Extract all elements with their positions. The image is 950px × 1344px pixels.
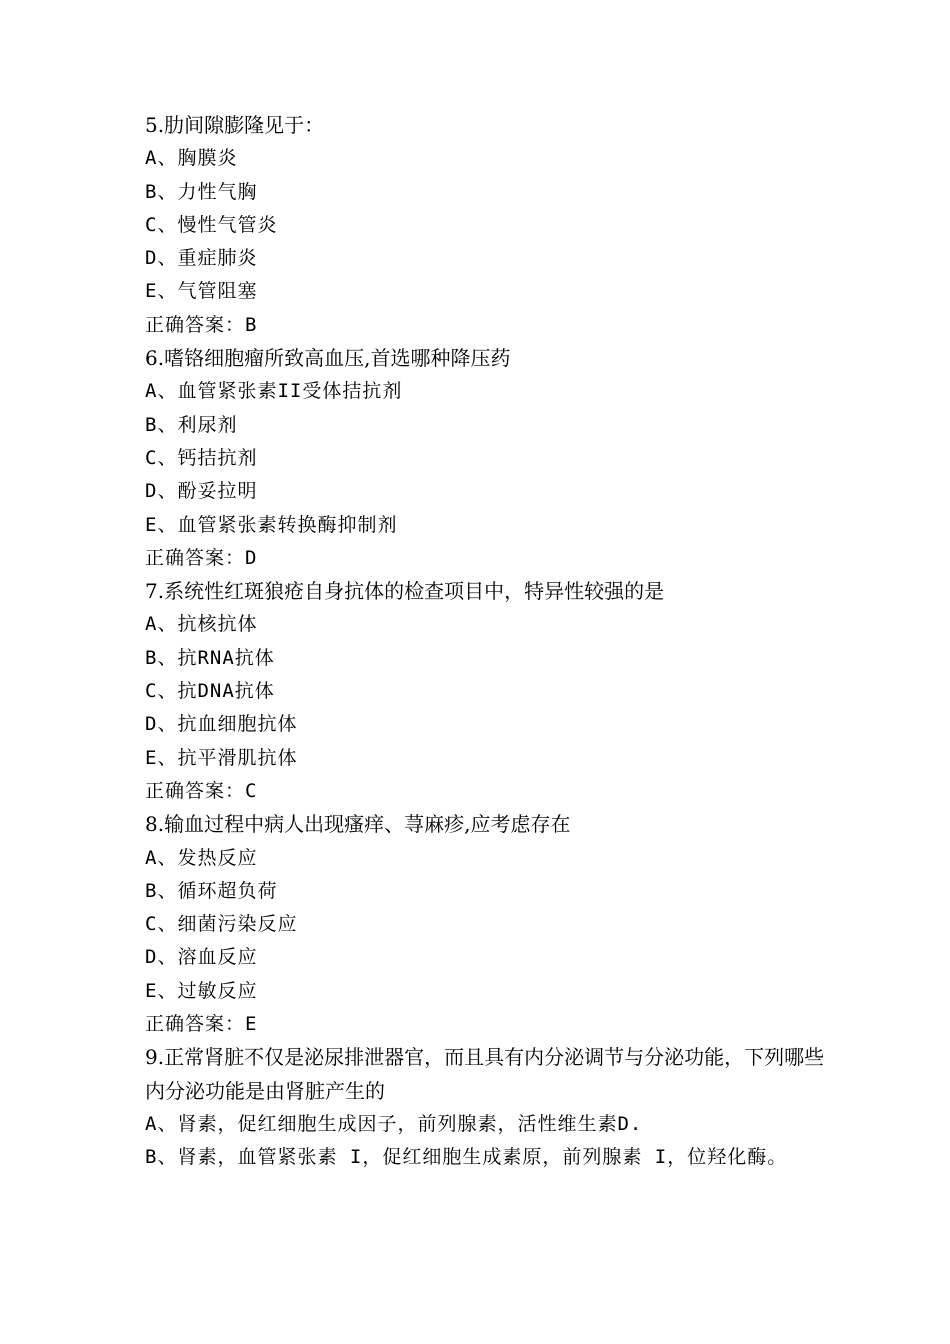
correct-answer: 正确答案：C <box>145 779 258 802</box>
option-a: A、发热反应 <box>145 846 258 869</box>
option-d: D、溶血反应 <box>145 946 258 969</box>
option-d: D、抗血细胞抗体 <box>145 713 298 736</box>
correct-answer: 正确答案：D <box>145 546 258 569</box>
question-stem: 6.嗜铬细胞瘤所致高血压,首选哪种降压药 <box>145 346 511 371</box>
option-b: B、利尿剂 <box>145 413 238 436</box>
option-e: E、抗平滑肌抗体 <box>145 746 298 769</box>
option-b: B、循环超负荷 <box>145 879 278 902</box>
option-e: E、血管紧张素转换酶抑制剂 <box>145 513 398 536</box>
option-a: A、血管紧张素II受体拮抗剂 <box>145 380 403 403</box>
option-c: C、钙拮抗剂 <box>145 446 258 469</box>
correct-answer: 正确答案：B <box>145 313 258 336</box>
option-c: C、慢性气管炎 <box>145 213 278 236</box>
option-c: C、细菌污染反应 <box>145 913 298 936</box>
question-stem: 8.输血过程中病人出现瘙痒、荨麻疹,应考虑存在 <box>145 812 571 837</box>
correct-answer: 正确答案：E <box>145 1013 258 1036</box>
question-stem: 9.正常肾脏不仅是泌尿排泄器官，而且具有内分泌调节与分泌功能，下列哪些内分泌功能是由肾脏产生的 <box>145 1045 825 1103</box>
option-b: B、肾素，血管紧张素 I，促红细胞生成素原，前列腺素 I，位羟化酶。 <box>145 1146 788 1169</box>
question-list <box>145 109 825 1175</box>
option-d: D、重症肺炎 <box>145 247 258 270</box>
option-e: E、气管阻塞 <box>145 280 258 303</box>
option-a: A、胸膜炎 <box>145 147 238 170</box>
option-b: B、力性气胸 <box>145 180 258 203</box>
question-stem: 7.系统性红斑狼疮自身抗体的检查项目中，特异性较强的是 <box>145 579 665 604</box>
option-a: A、抗核抗体 <box>145 613 258 636</box>
option-a: A、肾素，促红细胞生成因子，前列腺素，活性维生素D. <box>145 1112 643 1135</box>
question-stem: 5.肋间隙膨隆见于： <box>145 113 325 137</box>
option-d: D、酚妥拉明 <box>145 480 258 503</box>
option-b: B、抗RNA抗体 <box>145 646 275 669</box>
option-e: E、过敏反应 <box>145 979 258 1002</box>
option-c: C、抗DNA抗体 <box>145 680 275 703</box>
